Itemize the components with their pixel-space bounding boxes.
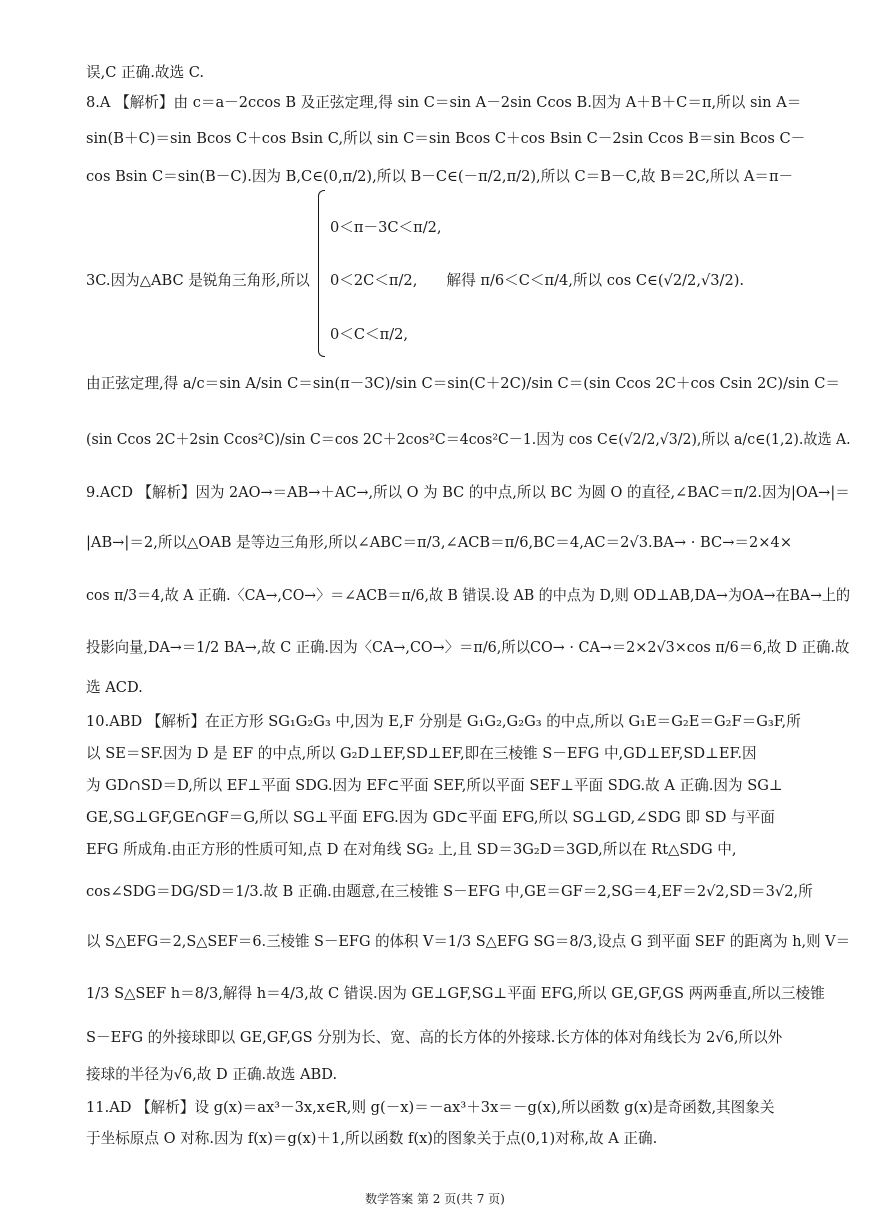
text-line: 以 SE＝SF.因为 D 是 EF 的中点,所以 G₂D⊥EF,SD⊥EF,即在三棱锥 S－EFG 中,GD⊥EF,SD⊥EF.因 [86, 745, 757, 762]
text-line: 0＜C＜π/2, [330, 326, 409, 343]
text-line: 由正弦定理,得 a/c＝sin A/sin C＝sin(π－3C)/sin C＝sin(C＋2C)/sin C＝(sin Ccos 2C＋cos Csin 2C)/sin C＝ [86, 375, 840, 392]
text-line: GE,SG⊥GF,GE∩GF＝G,所以 SG⊥平面 EFG.因为 GD⊂平面 EFG,所以 SG⊥GD,∠SDG 即 SD 与平面 [86, 809, 775, 826]
text-line: 10.ABD 【解析】在正方形 SG₁G₂G₃ 中,因为 E,F 分别是 G₁G₂,G₂G₃ 的中点,所以 G₁E＝G₂E＝G₂F＝G₃F,所 [86, 713, 801, 730]
text-line: (sin Ccos 2C＋2sin Ccos²C)/sin C＝cos 2C＋2cos²C＝4cos²C－1.因为 cos C∈(√2/2,√3/2),所以 a/c∈(1,2).故选 A. [86, 431, 851, 448]
page-footer: 数学答案 第 2 页(共 7 页) [365, 1192, 505, 1206]
text-line: 为 GD∩SD＝D,所以 EF⊥平面 SDG.因为 EF⊂平面 SEF,所以平面 SEF⊥平面 SDG.故 A 正确.因为 SG⊥ [86, 777, 783, 794]
text-line: 于坐标原点 O 对称.因为 f(x)＝g(x)＋1,所以函数 f(x)的图象关于点(0,1)对称,故 A 正确. [86, 1130, 658, 1147]
text-line: 0＜2C＜π/2, 解得 π/6＜C＜π/4,所以 cos C∈(√2/2,√3/2). [330, 272, 745, 289]
text-line: cos Bsin C＝sin(B－C).因为 B,C∈(0,π/2),所以 B－C∈(－π/2,π/2),所以 C＝B－C,故 B＝2C,所以 A＝π－ [86, 168, 794, 185]
text-line: 投影向量,DA→＝1/2 BA→,故 C 正确.因为〈CA→,CO→〉＝π/6,所以CO→ · CA→＝2×2√3×cos π/6＝6,故 D 正确.故 [86, 639, 850, 656]
text-line: 11.AD 【解析】设 g(x)＝ax³－3x,x∈R,则 g(－x)＝－ax³＋3x＝－g(x),所以函数 g(x)是奇函数,其图象关 [86, 1099, 775, 1116]
text-line: 1/3 S△SEF h＝8/3,解得 h＝4/3,故 C 错误.因为 GE⊥GF,SG⊥平面 EFG,所以 GE,GF,GS 两两垂直,所以三棱锥 [86, 985, 825, 1002]
text-line: |AB→|＝2,所以△OAB 是等边三角形,所以∠ABC＝π/3,∠ACB＝π/6,BC＝4,AC＝2√3.BA→ · BC→＝2×4× [86, 534, 793, 551]
text-line: EFG 所成角.由正方形的性质可知,点 D 在对角线 SG₂ 上,且 SD＝3G₂D＝3GD,所以在 Rt△SDG 中, [86, 841, 737, 858]
text-line: cos∠SDG＝DG/SD＝1/3.故 B 正确.由题意,在三棱锥 S－EFG 中,GE＝GF＝2,SG＝4,EF＝2√2,SD＝3√2,所 [86, 883, 813, 900]
text-line: sin(B＋C)＝sin Bcos C＋cos Bsin C,所以 sin C＝sin Bcos C＋cos Bsin C－2sin Ccos B＝sin Bcos C－ [86, 130, 806, 147]
text-line: 9.ACD 【解析】因为 2AO→＝AB→＋AC→,所以 O 为 BC 的中点,所以 BC 为圆 O 的直径,∠BAC＝π/2.因为|OA→|＝ [86, 484, 850, 501]
text-line: S－EFG 的外接球即以 GE,GF,GS 分别为长、宽、高的长方体的外接球.长方体的体对角线长为 2√6,所以外 [86, 1029, 783, 1046]
text-line: 3C.因为△ABC 是锐角三角形,所以 [86, 272, 310, 289]
system-brace [318, 190, 325, 357]
text-line: 选 ACD. [86, 679, 143, 696]
text-line: 接球的半径为√6,故 D 正确.故选 ABD. [86, 1066, 338, 1083]
text-line: 8.A 【解析】由 c＝a－2ccos B 及正弦定理,得 sin C＝sin A－2sin Ccos B.因为 A＋B＋C＝π,所以 sin A＝ [86, 94, 802, 111]
text-line: 以 S△EFG＝2,S△SEF＝6.三棱锥 S－EFG 的体积 V＝1/3 S△EFG SG＝8/3,设点 G 到平面 SEF 的距离为 h,则 V＝ [86, 933, 851, 950]
text-line: 误,C 正确.故选 C. [86, 64, 204, 81]
text-line: cos π/3＝4,故 A 正确.〈CA→,CO→〉＝∠ACB＝π/6,故 B 错误.设 AB 的中点为 D,则 OD⊥AB,DA→为OA→在BA→上的 [86, 587, 851, 604]
text-line: 0＜π－3C＜π/2, [330, 219, 442, 236]
